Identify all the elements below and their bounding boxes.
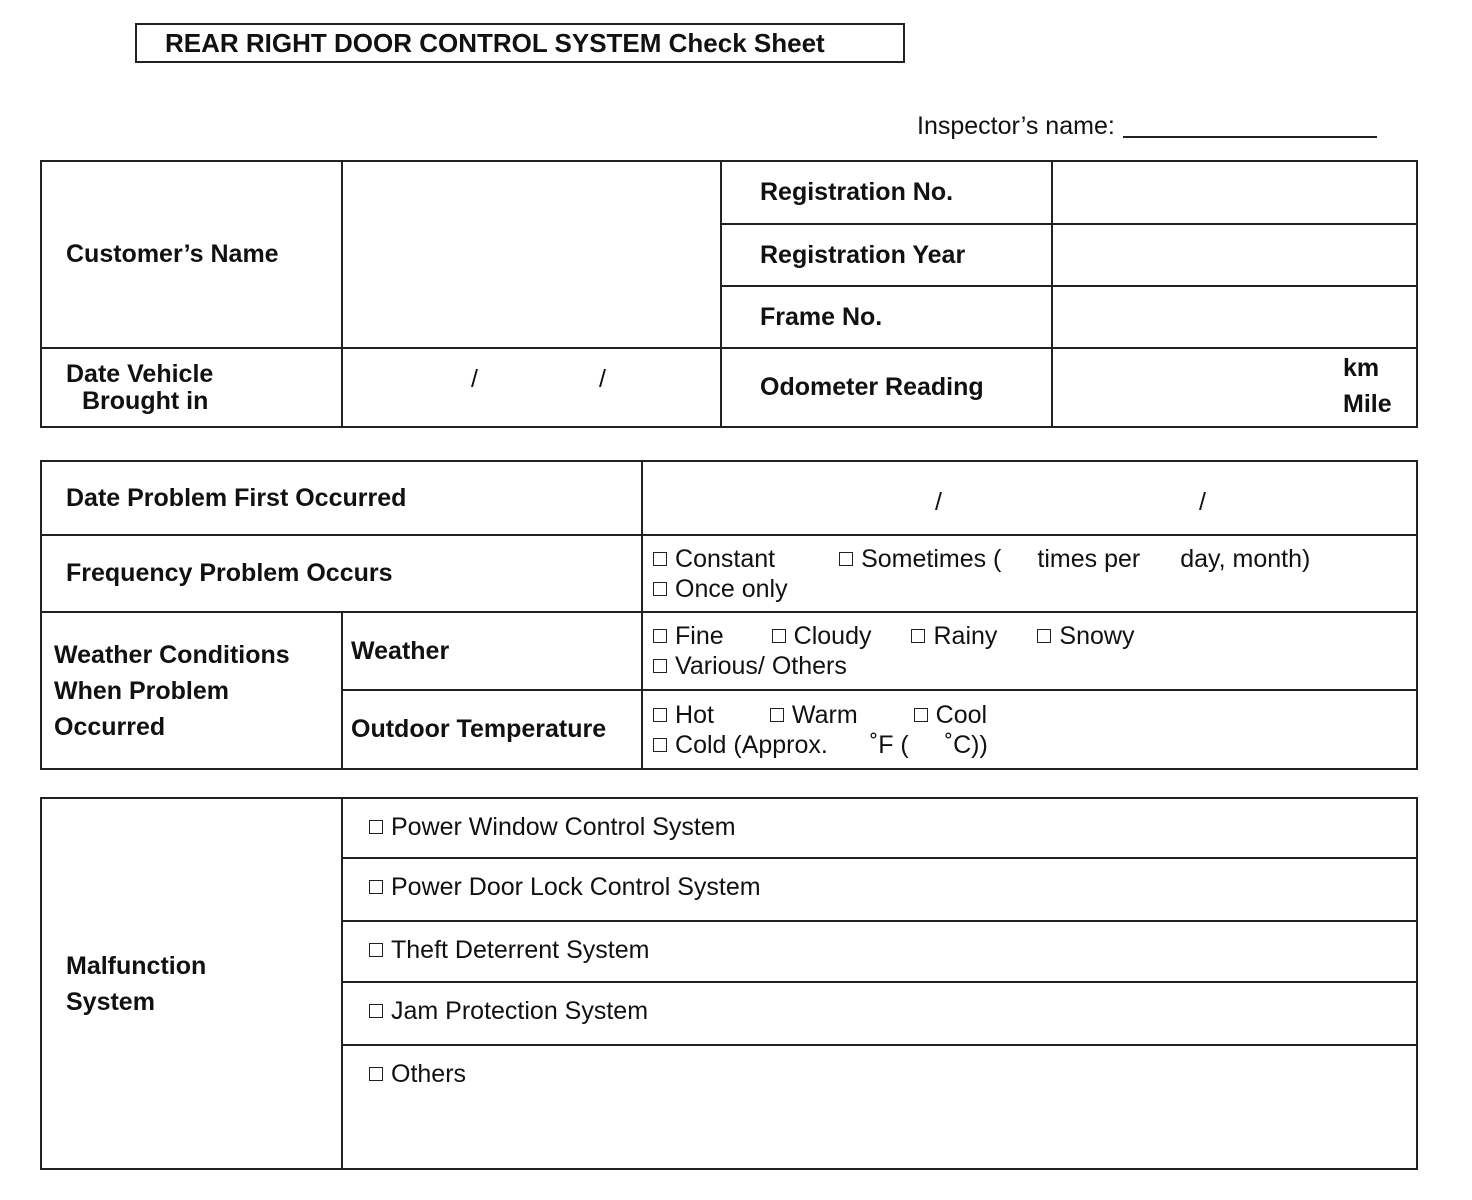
problem-date-slash-1: / xyxy=(935,488,942,516)
customer-name-label: Customer’s Name xyxy=(41,161,342,348)
once-only-checkbox[interactable] xyxy=(653,582,667,596)
cool-checkbox[interactable] xyxy=(914,708,928,722)
snowy-checkbox[interactable] xyxy=(1037,629,1051,643)
warm-checkbox[interactable] xyxy=(770,708,784,722)
date-brought-in-label: Date Vehicle Brought in xyxy=(41,348,342,427)
inspector-name-field xyxy=(917,112,1377,141)
vehicle-info-table xyxy=(40,160,1418,428)
km-unit: km xyxy=(1343,354,1380,382)
jam-protection-checkbox[interactable] xyxy=(369,1004,383,1018)
option-cold[interactable]: Cold (Approx. xyxy=(653,731,828,759)
temperature-options xyxy=(642,690,1417,769)
degrees-c-text: ˚C)) xyxy=(944,730,988,759)
rainy-checkbox[interactable] xyxy=(911,629,925,643)
option-cloudy[interactable]: Cloudy xyxy=(772,622,872,650)
frequency-options xyxy=(642,535,1417,612)
inspector-name-label: Inspector’s name: xyxy=(917,112,1115,140)
option-constant[interactable]: Constant xyxy=(653,545,775,573)
option-snowy[interactable]: Snowy xyxy=(1037,622,1134,650)
power-window-checkbox[interactable] xyxy=(369,820,383,834)
mile-unit: Mile xyxy=(1343,390,1392,418)
malfunction-item[interactable]: Power Window Control System xyxy=(342,798,1417,858)
date-brought-in-value[interactable] xyxy=(342,348,721,427)
option-once-only[interactable]: Once only xyxy=(653,575,788,603)
registration-no-label: Registration No. xyxy=(721,161,1052,224)
outdoor-temperature-label: Outdoor Temperature xyxy=(342,690,642,769)
constant-checkbox[interactable] xyxy=(653,552,667,566)
theft-deterrent-checkbox[interactable] xyxy=(369,943,383,957)
option-cool[interactable]: Cool xyxy=(914,701,987,729)
malfunction-item[interactable]: Jam Protection System xyxy=(342,982,1417,1045)
registration-no-value[interactable] xyxy=(1052,161,1417,224)
weather-options xyxy=(642,612,1417,690)
date-first-occurred-label: Date Problem First Occurred xyxy=(41,461,642,535)
inspector-name-line[interactable] xyxy=(1123,114,1377,138)
power-door-lock-checkbox[interactable] xyxy=(369,880,383,894)
sheet-title: REAR RIGHT DOOR CONTROL SYSTEM Check Sheet xyxy=(135,23,905,63)
cold-checkbox[interactable] xyxy=(653,738,667,752)
option-fine[interactable]: Fine xyxy=(653,622,724,650)
malfunction-item[interactable]: Power Door Lock Control System xyxy=(342,858,1417,921)
date-slash-2: / xyxy=(599,365,606,393)
date-first-occurred-value[interactable] xyxy=(642,461,1417,535)
customer-name-value[interactable] xyxy=(342,161,721,348)
problem-date-slash-2: / xyxy=(1199,488,1206,516)
odometer-label: Odometer Reading xyxy=(721,348,1052,427)
sometimes-checkbox[interactable] xyxy=(839,552,853,566)
option-hot[interactable]: Hot xyxy=(653,701,714,729)
malfunction-item[interactable]: Others xyxy=(342,1045,1417,1169)
date-slash-1: / xyxy=(471,365,478,393)
malfunction-item[interactable]: Theft Deterrent System xyxy=(342,921,1417,982)
degrees-f-text: ˚F ( xyxy=(869,730,909,759)
frame-no-value[interactable] xyxy=(1052,286,1417,348)
hot-checkbox[interactable] xyxy=(653,708,667,722)
option-rainy[interactable]: Rainy xyxy=(911,622,997,650)
cloudy-checkbox[interactable] xyxy=(772,629,786,643)
registration-year-value[interactable] xyxy=(1052,224,1417,286)
others-checkbox[interactable] xyxy=(369,1067,383,1081)
option-sometimes[interactable]: Sometimes ( xyxy=(839,545,1001,573)
registration-year-label: Registration Year xyxy=(721,224,1052,286)
weather-conditions-label: Weather Conditions When Problem Occurred xyxy=(41,612,342,769)
frequency-label: Frequency Problem Occurs xyxy=(41,535,642,612)
fine-checkbox[interactable] xyxy=(653,629,667,643)
day-month-text: day, month) xyxy=(1180,544,1311,573)
frame-no-label: Frame No. xyxy=(721,286,1052,348)
option-warm[interactable]: Warm xyxy=(770,701,858,729)
odometer-value[interactable] xyxy=(1052,348,1417,427)
malfunction-system-label: Malfunction System xyxy=(41,798,342,1169)
problem-conditions-table xyxy=(40,460,1418,770)
option-various-others[interactable]: Various/ Others xyxy=(653,652,847,680)
various-checkbox[interactable] xyxy=(653,659,667,673)
times-per-text: times per xyxy=(1037,544,1141,573)
weather-label: Weather xyxy=(342,612,642,690)
malfunction-system-table xyxy=(40,797,1418,1170)
